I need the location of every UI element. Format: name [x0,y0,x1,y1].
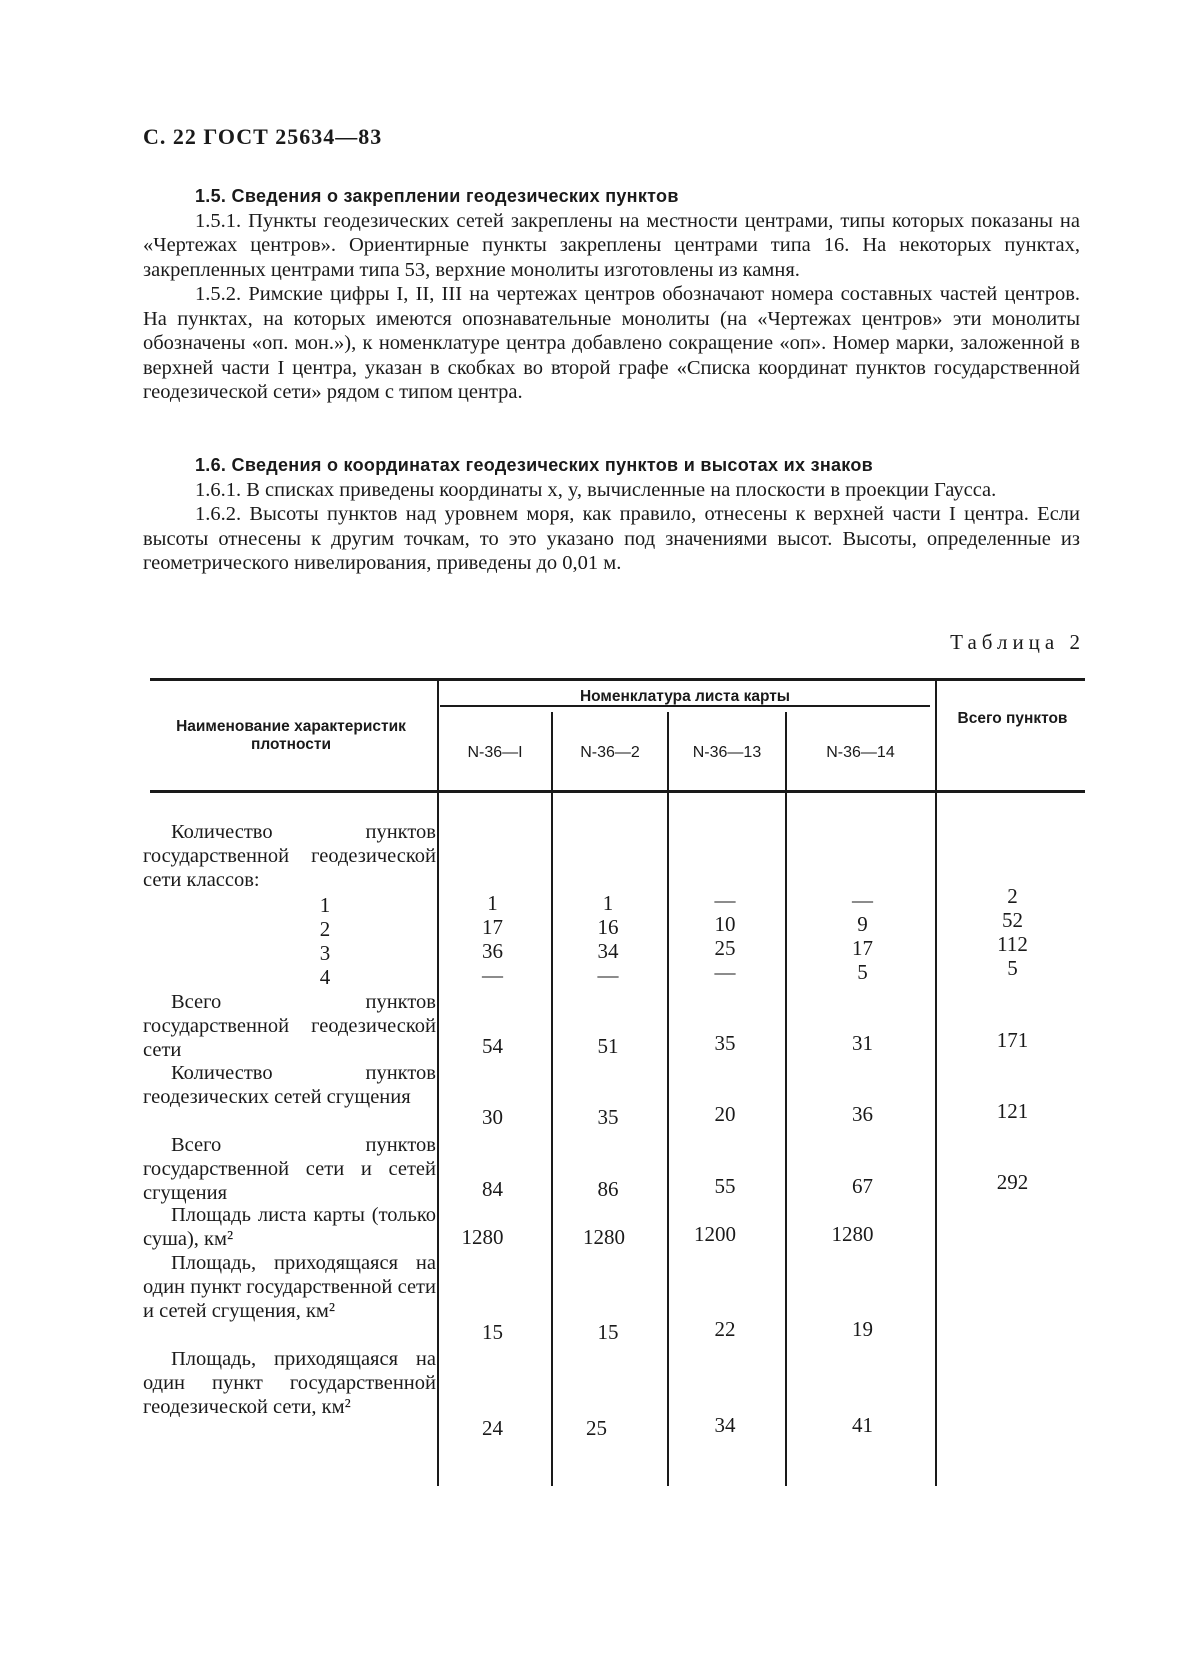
table-cell: 24 [482,1416,503,1440]
table-cell: 171 [996,1028,1029,1052]
table-cell: 31 [852,1031,873,1055]
column-header-sheet: N-36—I [467,744,523,761]
column-divider [667,712,669,1486]
column-divider [785,712,787,1486]
class-label: 2 [319,917,331,941]
table-cell: — [714,960,736,984]
paragraph: 1.5.1. Пункты геодезических сетей закреплены на местности центрами, типы которых показаны на «Чертежах центров». Ориентирные пункты закреплены центрами типа 16. На некоторых пунктах, закрепленных центрами типа 53, верхние монолиты изготовлены из камня. [143,209,1080,281]
table-cell: 2 [1007,884,1018,908]
table-cell: 1200 [694,1222,736,1246]
table-cell: 51 [597,1034,619,1058]
table-cell: 20 [714,1102,736,1126]
table-cell: 22 [714,1317,736,1341]
table-top-rule [150,678,1085,681]
table-cell: 121 [996,1099,1029,1123]
table-cell: 5 [857,960,868,984]
table-cell: 292 [996,1170,1029,1194]
table-cell: 25 [714,936,736,960]
table-cell: 1280 [583,1225,625,1249]
paragraph: 1.6.1. В списках приведены координаты x, y, вычисленные на плоскости в проекции Гаусса. [195,478,997,501]
table-label: Таблица 2 [950,630,1085,654]
section-1-5 [143,184,1080,405]
table-cell: 34 [714,1413,736,1437]
column-header-sheet: N-36—14 [826,744,895,761]
class-label: 4 [319,965,331,989]
table-cell: 35 [714,1031,736,1055]
table-cell: 19 [852,1317,873,1341]
row-label: Площадь листа карты (только суша), км² [143,1204,436,1250]
row-label: Всего пунктов государственной геодезической сети [143,991,436,1061]
table-cell: 34 [597,939,619,963]
column-divider [935,681,937,1486]
row-label: Площадь, приходящаяся на один пункт государственной геодезической сети, км² [143,1348,436,1418]
column-divider [551,712,553,1486]
table-cell: — [714,888,736,912]
row-label: Площадь, приходящаяся на один пункт государственной сети и сетей сгущения, км² [143,1252,436,1322]
table-cell: 16 [597,915,619,939]
table-cell: 30 [482,1105,503,1129]
table-cell: 17 [482,915,503,939]
table-cell: 10 [714,912,736,936]
column-group-header: Номенклатура листа карты [579,688,791,705]
section-heading: 1.5. Сведения о закреплении геодезических пунктов [195,186,679,206]
table-cell: 9 [857,912,868,936]
table-cell: — [852,888,873,912]
column-divider [437,681,439,1486]
table-cell: 1280 [461,1225,504,1249]
column-header-sheet: N-36—13 [692,744,762,761]
class-label: 1 [319,893,331,917]
table-cell: 1 [602,891,614,915]
table-cell: 55 [714,1174,736,1198]
column-header-total: Всего пунктов [957,710,1068,727]
table-cell: 86 [597,1177,619,1201]
class-label: 3 [319,941,331,965]
page-header: С. 22 ГОСТ 25634—83 [143,124,383,149]
table-cell: 54 [482,1034,503,1058]
row-label: Всего пунктов государственной сети и сетей сгущения [143,1134,436,1204]
section-1-6 [143,453,1080,576]
table-cell: 52 [1002,908,1023,932]
table-cell: 36 [852,1102,873,1126]
table-cell: 1280 [831,1222,874,1246]
table-cell: 25 [586,1416,607,1440]
table-cell: — [482,963,503,987]
table-cell: 41 [852,1413,873,1437]
table-cell: 35 [597,1105,619,1129]
table-header-bottom-rule [150,790,1085,793]
table-cell: 15 [597,1320,619,1344]
table-cell: 67 [852,1174,873,1198]
table-cell: 112 [997,932,1028,956]
table-cell: 84 [482,1177,503,1201]
section-heading: 1.6. Сведения о координатах геодезических пунктов и высотах их знаков [195,455,874,475]
table-cell: 5 [1007,956,1018,980]
table-cell: 15 [482,1320,503,1344]
table-cell: 1 [487,891,498,915]
table-cell: 36 [482,939,503,963]
column-header-sheet: N-36—2 [580,744,640,761]
paragraph: 1.6.2. Высоты пунктов над уровнем моря, как правило, отнесены к верхней части I центра. Если высоты отнесены к другим точкам, то это указано под значениями высот. Высоты, определенные из геометрического нивелирования, приведены до 0,01 м. [143,503,1080,574]
column-header-name: Наименование характеристик плотности [176,718,406,753]
row-label: Количество пунктов геодезических сетей сгущения [143,1062,436,1108]
row-label: Количество пунктов государственной геодезической сети классов: [143,821,436,891]
table-cell: 17 [852,936,873,960]
paragraph: 1.5.2. Римские цифры I, II, III на чертежах центров обозначают номера составных частей центров. На пунктах, на которых имеются опознавательные монолиты (на «Чертежах центров» эти монолиты обозначены «оп. мон.»), к номенклатуре центра добавлено сокращение «оп». Номер марки, заложенной в верхней части I центра, указан в скобках во второй графе «Списка координат пунктов государственной геодезической сети» рядом с типом центра. [143,283,1080,403]
table-cell: — [597,963,619,987]
